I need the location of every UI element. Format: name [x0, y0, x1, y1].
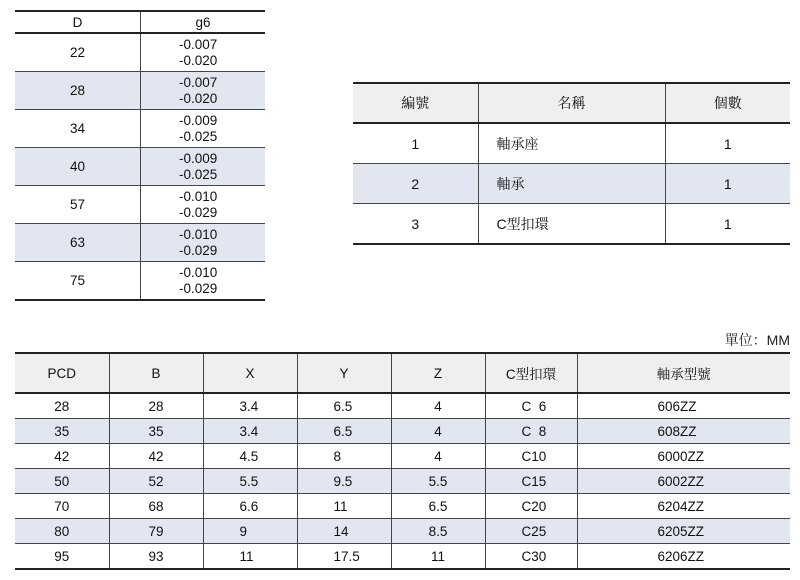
z-value: 8.5: [391, 519, 485, 544]
b-value: 79: [109, 519, 203, 544]
g6-tolerance: [141, 110, 266, 148]
part-number: 2: [353, 164, 478, 204]
dimension-row: [15, 494, 790, 519]
c-ring-value: C 6: [485, 393, 577, 419]
dimension-row: [15, 444, 790, 469]
bearing-model: 606ZZ: [577, 393, 790, 419]
x-value: 11: [203, 544, 297, 570]
bearing-model: 6002ZZ: [577, 469, 790, 494]
header-g6: g6: [141, 11, 266, 33]
y-value: 14: [297, 519, 391, 544]
part-name: C型扣環: [478, 204, 665, 245]
d-value: 34: [15, 110, 141, 148]
g6-upper: -0.009: [179, 150, 218, 166]
parts-row: [353, 123, 790, 164]
g6-lower: -0.029: [179, 280, 218, 296]
part-quantity: 1: [665, 164, 790, 204]
dimension-row: [15, 544, 790, 570]
tolerance-row: [15, 262, 265, 301]
y-value: 6.5: [297, 419, 391, 444]
tolerance-header-row: [15, 11, 265, 33]
d-value: 28: [15, 72, 141, 110]
pcd-value: 80: [15, 519, 109, 544]
b-value: 28: [109, 393, 203, 419]
header-b: B: [109, 353, 203, 393]
d-value: 63: [15, 224, 141, 262]
d-value: 57: [15, 186, 141, 224]
g6-upper: -0.010: [179, 264, 218, 280]
pcd-value: 70: [15, 494, 109, 519]
dimension-row: [15, 469, 790, 494]
unit-label: 單位：MM: [724, 332, 790, 348]
x-value: 3.4: [203, 393, 297, 419]
g6-tolerance: [141, 224, 266, 262]
d-value: 75: [15, 262, 141, 301]
c-ring-value: C15: [485, 469, 577, 494]
tolerance-row: [15, 72, 265, 110]
tolerance-row: [15, 33, 265, 72]
parts-row: [353, 164, 790, 204]
header-z: Z: [391, 353, 485, 393]
tolerance-row: [15, 110, 265, 148]
d-value: 22: [15, 33, 141, 72]
d-value: 40: [15, 148, 141, 186]
part-quantity: 1: [665, 204, 790, 245]
c-ring-value: C20: [485, 494, 577, 519]
part-number: 1: [353, 123, 478, 164]
b-value: 68: [109, 494, 203, 519]
dimension-row: [15, 393, 790, 419]
g6-tolerance: [141, 148, 266, 186]
part-number: 3: [353, 204, 478, 245]
header-bearing-model: 軸承型號: [577, 353, 790, 393]
parts-row: [353, 204, 790, 245]
x-value: 3.4: [203, 419, 297, 444]
x-value: 4.5: [203, 444, 297, 469]
header-pcd: PCD: [15, 353, 109, 393]
header-y: Y: [297, 353, 391, 393]
b-value: 42: [109, 444, 203, 469]
g6-tolerance: [141, 33, 266, 72]
tolerance-row: [15, 186, 265, 224]
pcd-value: 28: [15, 393, 109, 419]
g6-lower: -0.025: [179, 166, 218, 182]
z-value: 4: [391, 444, 485, 469]
g6-lower: -0.029: [179, 242, 218, 258]
tolerance-row: [15, 224, 265, 262]
pcd-value: 35: [15, 419, 109, 444]
x-value: 5.5: [203, 469, 297, 494]
z-value: 4: [391, 393, 485, 419]
dimension-header-row: [15, 353, 790, 393]
g6-upper: -0.009: [179, 112, 218, 128]
header-quantity: 個數: [665, 83, 790, 123]
c-ring-value: C30: [485, 544, 577, 570]
bearing-model: 6204ZZ: [577, 494, 790, 519]
c-ring-value: C25: [485, 519, 577, 544]
tolerance-table: [15, 10, 265, 301]
y-value: 6.5: [297, 393, 391, 419]
header-d: D: [15, 11, 141, 33]
g6-lower: -0.029: [179, 204, 218, 220]
g6-tolerance: [141, 72, 266, 110]
y-value: 9.5: [297, 469, 391, 494]
dimension-row: [15, 419, 790, 444]
g6-upper: -0.010: [179, 188, 218, 204]
y-value: 8: [297, 444, 391, 469]
pcd-value: 42: [15, 444, 109, 469]
x-value: 6.6: [203, 494, 297, 519]
part-name: 軸承: [478, 164, 665, 204]
z-value: 4: [391, 419, 485, 444]
b-value: 35: [109, 419, 203, 444]
b-value: 93: [109, 544, 203, 570]
g6-upper: -0.010: [179, 226, 218, 242]
bearing-model: 6206ZZ: [577, 544, 790, 570]
header-name: 名稱: [478, 83, 665, 123]
dimension-row: [15, 519, 790, 544]
bearing-model: 6205ZZ: [577, 519, 790, 544]
pcd-value: 95: [15, 544, 109, 570]
y-value: 11: [297, 494, 391, 519]
part-name: 軸承座: [478, 123, 665, 164]
parts-header-row: [353, 83, 790, 123]
b-value: 52: [109, 469, 203, 494]
header-number: 編號: [353, 83, 478, 123]
tolerance-row: [15, 148, 265, 186]
y-value: 17.5: [297, 544, 391, 570]
header-x: X: [203, 353, 297, 393]
z-value: 5.5: [391, 469, 485, 494]
x-value: 9: [203, 519, 297, 544]
dimension-table: [15, 352, 790, 570]
g6-upper: -0.007: [179, 74, 218, 90]
parts-table: [353, 82, 790, 245]
part-quantity: 1: [665, 123, 790, 164]
g6-upper: -0.007: [179, 36, 218, 52]
c-ring-value: C 8: [485, 419, 577, 444]
g6-tolerance: [141, 262, 266, 301]
header-c-ring: C型扣環: [485, 353, 577, 393]
z-value: 11: [391, 544, 485, 570]
g6-lower: -0.020: [179, 90, 218, 106]
g6-lower: -0.025: [179, 128, 218, 144]
g6-tolerance: [141, 186, 266, 224]
bearing-model: 6000ZZ: [577, 444, 790, 469]
g6-lower: -0.020: [179, 52, 218, 68]
z-value: 6.5: [391, 494, 485, 519]
c-ring-value: C10: [485, 444, 577, 469]
pcd-value: 50: [15, 469, 109, 494]
bearing-model: 608ZZ: [577, 419, 790, 444]
